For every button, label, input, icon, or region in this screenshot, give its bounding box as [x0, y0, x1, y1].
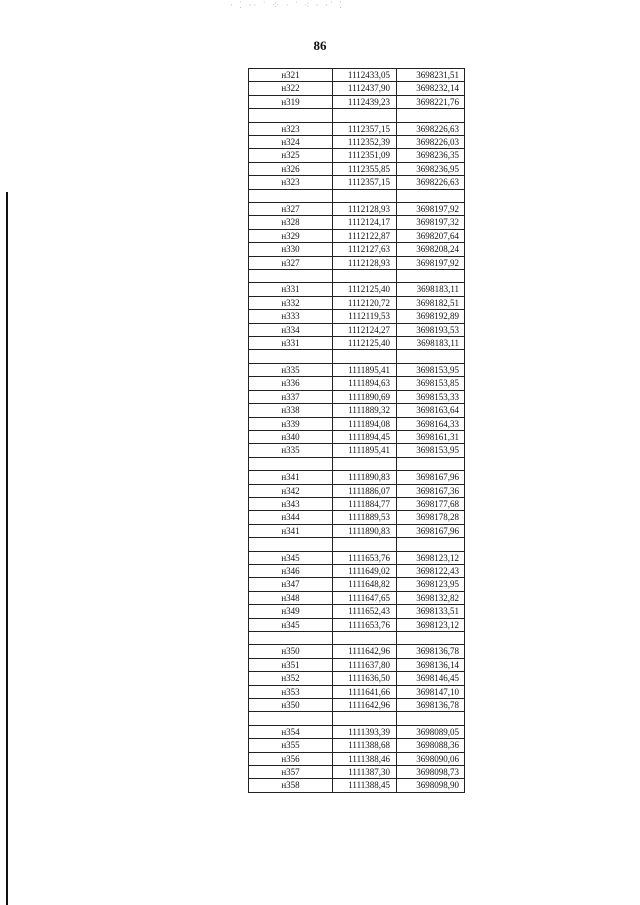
separator-row: [249, 538, 465, 551]
y-coordinate-cell: 3698182,51: [397, 296, 465, 309]
point-id-cell: н342: [249, 484, 333, 497]
y-coordinate-cell: 3698088,36: [397, 739, 465, 752]
table-row: [249, 377, 465, 390]
y-coordinate-cell: 3698153,33: [397, 390, 465, 403]
point-id-cell: [249, 270, 333, 283]
point-id-cell: н326: [249, 162, 333, 175]
y-coordinate-cell: 3698089,05: [397, 725, 465, 738]
point-id-cell: н346: [249, 564, 333, 577]
x-coordinate-cell: 1111894,08: [333, 417, 397, 430]
x-coordinate-cell: 1112120,72: [333, 296, 397, 309]
y-coordinate-cell: [397, 712, 465, 725]
y-coordinate-cell: 3698231,51: [397, 69, 465, 82]
x-coordinate-cell: 1111647,65: [333, 591, 397, 604]
x-coordinate-cell: 1112433,05: [333, 69, 397, 82]
y-coordinate-cell: 3698136,14: [397, 658, 465, 671]
table-row: [249, 444, 465, 457]
point-id-cell: [249, 189, 333, 202]
point-id-cell: н327: [249, 203, 333, 216]
point-id-cell: н319: [249, 95, 333, 108]
table-row: [249, 337, 465, 350]
table-row: [249, 256, 465, 269]
y-coordinate-cell: [397, 270, 465, 283]
table-row: [249, 216, 465, 229]
x-coordinate-cell: 1111388,45: [333, 779, 397, 792]
table-row: [249, 363, 465, 376]
table-row: [249, 551, 465, 564]
table-row: [249, 725, 465, 738]
separator-row: [249, 350, 465, 363]
table-row: [249, 524, 465, 537]
table-row: [249, 243, 465, 256]
y-coordinate-cell: 3698197,92: [397, 203, 465, 216]
x-coordinate-cell: 1111387,30: [333, 766, 397, 779]
point-id-cell: н351: [249, 658, 333, 671]
point-id-cell: н347: [249, 578, 333, 591]
table-row: [249, 122, 465, 135]
y-coordinate-cell: [397, 109, 465, 122]
x-coordinate-cell: 1111641,66: [333, 685, 397, 698]
y-coordinate-cell: 3698208,24: [397, 243, 465, 256]
y-coordinate-cell: 3698183,11: [397, 337, 465, 350]
separator-row: [249, 457, 465, 470]
point-id-cell: н323: [249, 122, 333, 135]
y-coordinate-cell: 3698183,11: [397, 283, 465, 296]
point-id-cell: н341: [249, 524, 333, 537]
point-id-cell: н354: [249, 725, 333, 738]
x-coordinate-cell: 1112357,15: [333, 176, 397, 189]
x-coordinate-cell: [333, 189, 397, 202]
table-row: [249, 658, 465, 671]
separator-row: [249, 109, 465, 122]
y-coordinate-cell: 3698207,64: [397, 229, 465, 242]
y-coordinate-cell: 3698193,53: [397, 323, 465, 336]
point-id-cell: н345: [249, 618, 333, 631]
x-coordinate-cell: 1112439,23: [333, 95, 397, 108]
x-coordinate-cell: 1111894,45: [333, 430, 397, 443]
x-coordinate-cell: 1111889,32: [333, 404, 397, 417]
table-row: [249, 578, 465, 591]
x-coordinate-cell: 1111886,07: [333, 484, 397, 497]
y-coordinate-cell: 3698153,85: [397, 377, 465, 390]
y-coordinate-cell: 3698123,12: [397, 551, 465, 564]
y-coordinate-cell: 3698122,43: [397, 564, 465, 577]
y-coordinate-cell: 3698123,95: [397, 578, 465, 591]
point-id-cell: н332: [249, 296, 333, 309]
y-coordinate-cell: 3698236,95: [397, 162, 465, 175]
y-coordinate-cell: 3698197,32: [397, 216, 465, 229]
x-coordinate-cell: 1112351,09: [333, 149, 397, 162]
x-coordinate-cell: 1111652,43: [333, 605, 397, 618]
table-row: [249, 698, 465, 711]
coordinates-table-body: [249, 69, 465, 793]
table-row: [249, 390, 465, 403]
x-coordinate-cell: 1112119,53: [333, 310, 397, 323]
point-id-cell: н355: [249, 739, 333, 752]
x-coordinate-cell: 1111642,96: [333, 698, 397, 711]
coordinates-table: [248, 68, 465, 793]
y-coordinate-cell: 3698098,90: [397, 779, 465, 792]
x-coordinate-cell: 1111648,82: [333, 578, 397, 591]
table-row: [249, 739, 465, 752]
y-coordinate-cell: 3698146,45: [397, 672, 465, 685]
table-row: [249, 136, 465, 149]
point-id-cell: [249, 350, 333, 363]
y-coordinate-cell: 3698153,95: [397, 444, 465, 457]
table-row: [249, 497, 465, 510]
x-coordinate-cell: 1112127,63: [333, 243, 397, 256]
x-coordinate-cell: [333, 712, 397, 725]
table-row: [249, 779, 465, 792]
x-coordinate-cell: 1112124,17: [333, 216, 397, 229]
point-id-cell: н357: [249, 766, 333, 779]
table-row: [249, 685, 465, 698]
point-id-cell: н330: [249, 243, 333, 256]
point-id-cell: н358: [249, 779, 333, 792]
table-row: [249, 511, 465, 524]
x-coordinate-cell: 1111642,96: [333, 645, 397, 658]
x-coordinate-cell: 1112437,90: [333, 82, 397, 95]
point-id-cell: н327: [249, 256, 333, 269]
point-id-cell: н352: [249, 672, 333, 685]
y-coordinate-cell: [397, 189, 465, 202]
y-coordinate-cell: 3698167,96: [397, 471, 465, 484]
point-id-cell: н331: [249, 283, 333, 296]
table-row: [249, 229, 465, 242]
point-id-cell: [249, 538, 333, 551]
table-row: [249, 766, 465, 779]
table-row: [249, 296, 465, 309]
x-coordinate-cell: 1112125,40: [333, 283, 397, 296]
x-coordinate-cell: 1111889,53: [333, 511, 397, 524]
point-id-cell: н345: [249, 551, 333, 564]
x-coordinate-cell: 1111653,76: [333, 618, 397, 631]
table-row: [249, 162, 465, 175]
point-id-cell: н335: [249, 363, 333, 376]
x-coordinate-cell: 1111890,83: [333, 524, 397, 537]
table-row: [249, 176, 465, 189]
point-id-cell: н338: [249, 404, 333, 417]
table-row: [249, 645, 465, 658]
page-number: 86: [313, 38, 327, 53]
y-coordinate-cell: 3698147,10: [397, 685, 465, 698]
point-id-cell: н334: [249, 323, 333, 336]
x-coordinate-cell: 1112122,87: [333, 229, 397, 242]
table-row: [249, 149, 465, 162]
point-id-cell: н337: [249, 390, 333, 403]
table-row: [249, 672, 465, 685]
point-id-cell: [249, 712, 333, 725]
separator-row: [249, 189, 465, 202]
point-id-cell: н329: [249, 229, 333, 242]
y-coordinate-cell: 3698167,96: [397, 524, 465, 537]
x-coordinate-cell: 1111393,39: [333, 725, 397, 738]
table-row: [249, 82, 465, 95]
scan-noise: · ⁚ ·· ˙ ⁘ · ˙ ⁖ · ·˙ ⁚: [230, 0, 345, 10]
y-coordinate-cell: 3698236,35: [397, 149, 465, 162]
point-id-cell: н335: [249, 444, 333, 457]
point-id-cell: н324: [249, 136, 333, 149]
y-coordinate-cell: 3698232,14: [397, 82, 465, 95]
y-coordinate-cell: [397, 457, 465, 470]
y-coordinate-cell: 3698226,63: [397, 122, 465, 135]
table-row: [249, 484, 465, 497]
y-coordinate-cell: 3698132,82: [397, 591, 465, 604]
point-id-cell: н343: [249, 497, 333, 510]
x-coordinate-cell: 1112128,93: [333, 256, 397, 269]
table-row: [249, 323, 465, 336]
point-id-cell: [249, 457, 333, 470]
x-coordinate-cell: [333, 538, 397, 551]
table-row: [249, 310, 465, 323]
x-coordinate-cell: [333, 109, 397, 122]
y-coordinate-cell: 3698098,73: [397, 766, 465, 779]
point-id-cell: н350: [249, 645, 333, 658]
point-id-cell: н353: [249, 685, 333, 698]
y-coordinate-cell: 3698153,95: [397, 363, 465, 376]
table-row: [249, 283, 465, 296]
x-coordinate-cell: 1112355,85: [333, 162, 397, 175]
y-coordinate-cell: 3698090,06: [397, 752, 465, 765]
point-id-cell: н356: [249, 752, 333, 765]
y-coordinate-cell: 3698226,63: [397, 176, 465, 189]
y-coordinate-cell: 3698221,76: [397, 95, 465, 108]
table-row: [249, 591, 465, 604]
x-coordinate-cell: 1111653,76: [333, 551, 397, 564]
point-id-cell: н344: [249, 511, 333, 524]
point-id-cell: [249, 631, 333, 644]
separator-row: [249, 631, 465, 644]
x-coordinate-cell: 1112352,39: [333, 136, 397, 149]
x-coordinate-cell: 1111649,02: [333, 564, 397, 577]
x-coordinate-cell: [333, 350, 397, 363]
y-coordinate-cell: [397, 350, 465, 363]
x-coordinate-cell: 1112357,15: [333, 122, 397, 135]
table-row: [249, 69, 465, 82]
table-row: [249, 417, 465, 430]
point-id-cell: н339: [249, 417, 333, 430]
y-coordinate-cell: 3698161,31: [397, 430, 465, 443]
table-row: [249, 618, 465, 631]
x-coordinate-cell: 1112128,93: [333, 203, 397, 216]
y-coordinate-cell: 3698136,78: [397, 645, 465, 658]
point-id-cell: н336: [249, 377, 333, 390]
x-coordinate-cell: [333, 631, 397, 644]
x-coordinate-cell: 1111637,80: [333, 658, 397, 671]
point-id-cell: н325: [249, 149, 333, 162]
x-coordinate-cell: 1111884,77: [333, 497, 397, 510]
x-coordinate-cell: [333, 457, 397, 470]
x-coordinate-cell: 1111388,68: [333, 739, 397, 752]
x-coordinate-cell: 1111894,63: [333, 377, 397, 390]
x-coordinate-cell: 1111890,83: [333, 471, 397, 484]
table-row: [249, 430, 465, 443]
x-coordinate-cell: 1112125,40: [333, 337, 397, 350]
point-id-cell: н340: [249, 430, 333, 443]
x-coordinate-cell: [333, 270, 397, 283]
x-coordinate-cell: 1111636,50: [333, 672, 397, 685]
table-row: [249, 471, 465, 484]
y-coordinate-cell: 3698192,89: [397, 310, 465, 323]
y-coordinate-cell: 3698163,64: [397, 404, 465, 417]
table-row: [249, 564, 465, 577]
point-id-cell: н350: [249, 698, 333, 711]
left-margin-rule: [6, 192, 8, 905]
x-coordinate-cell: 1111895,41: [333, 363, 397, 376]
point-id-cell: н333: [249, 310, 333, 323]
point-id-cell: н322: [249, 82, 333, 95]
x-coordinate-cell: 1111895,41: [333, 444, 397, 457]
point-id-cell: [249, 109, 333, 122]
y-coordinate-cell: 3698177,68: [397, 497, 465, 510]
point-id-cell: н321: [249, 69, 333, 82]
table-row: [249, 752, 465, 765]
y-coordinate-cell: [397, 631, 465, 644]
separator-row: [249, 270, 465, 283]
x-coordinate-cell: 1111388,46: [333, 752, 397, 765]
table-row: [249, 95, 465, 108]
separator-row: [249, 712, 465, 725]
point-id-cell: н328: [249, 216, 333, 229]
y-coordinate-cell: 3698167,36: [397, 484, 465, 497]
y-coordinate-cell: 3698136,78: [397, 698, 465, 711]
y-coordinate-cell: 3698123,12: [397, 618, 465, 631]
point-id-cell: н323: [249, 176, 333, 189]
point-id-cell: н349: [249, 605, 333, 618]
point-id-cell: н331: [249, 337, 333, 350]
table-row: [249, 605, 465, 618]
y-coordinate-cell: 3698226,03: [397, 136, 465, 149]
x-coordinate-cell: 1111890,69: [333, 390, 397, 403]
point-id-cell: н341: [249, 471, 333, 484]
y-coordinate-cell: 3698197,92: [397, 256, 465, 269]
point-id-cell: н348: [249, 591, 333, 604]
y-coordinate-cell: 3698133,51: [397, 605, 465, 618]
y-coordinate-cell: [397, 538, 465, 551]
table-row: [249, 203, 465, 216]
y-coordinate-cell: 3698178,28: [397, 511, 465, 524]
x-coordinate-cell: 1112124,27: [333, 323, 397, 336]
y-coordinate-cell: 3698164,33: [397, 417, 465, 430]
table-row: [249, 404, 465, 417]
